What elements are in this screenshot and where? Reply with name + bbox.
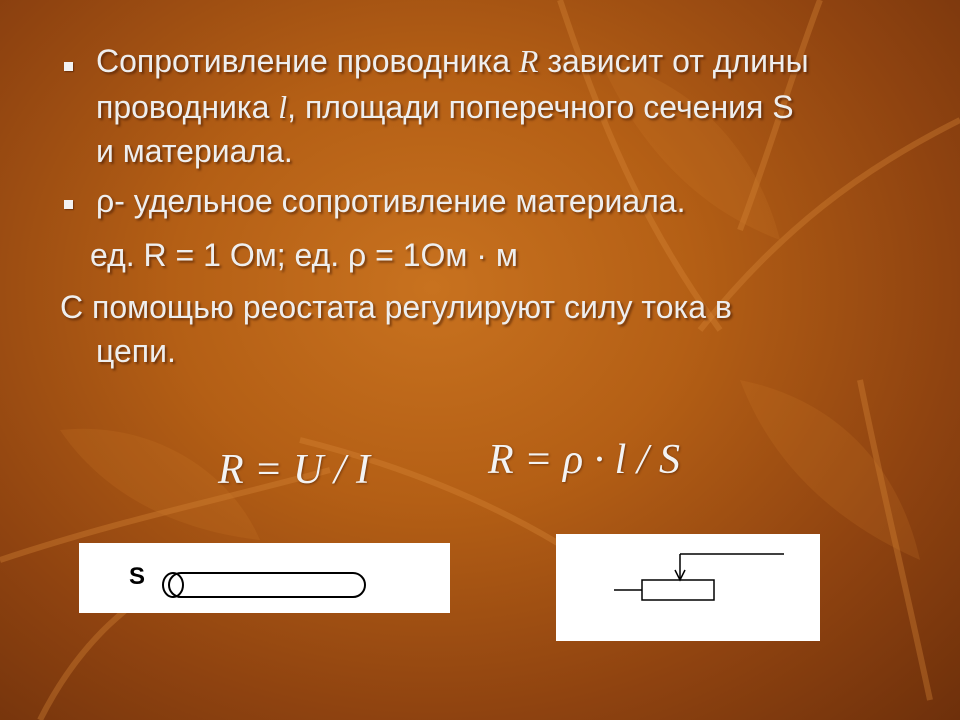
- text-segment: Сопротивление проводника: [96, 43, 519, 79]
- rheostat-symbol-figure: [556, 534, 820, 641]
- text-segment: проводника: [96, 89, 279, 125]
- text-segment: , площади поперечного сечения S: [287, 89, 794, 125]
- bullet-1-line-1: [96, 38, 809, 84]
- bullet-marker: [64, 62, 73, 71]
- text-segment: зависит от длины: [538, 43, 809, 79]
- rheostat-line-1: С помощью реостата регулируют силу тока в: [60, 289, 732, 325]
- variable-r: R: [518, 43, 539, 79]
- formula-ohm-law: R = U / I: [218, 447, 370, 493]
- rheostat-symbol: [556, 534, 820, 641]
- bullet-1-line-2: [96, 84, 794, 130]
- formula-resistivity: R = ρ · l / S: [488, 437, 680, 483]
- bullet-marker: [64, 200, 73, 209]
- conductor-figure: [79, 543, 450, 613]
- bullet-2-line-1: ρ- удельное сопротивление материала.: [96, 183, 686, 219]
- conductor-cylinder: [79, 543, 450, 613]
- units-line: ед. R = 1 Ом; ед. ρ = 1Ом · м: [90, 237, 518, 273]
- rheostat-line-2: цепи.: [96, 333, 176, 369]
- cross-section-label: S: [129, 563, 146, 590]
- variable-l: l: [278, 89, 288, 125]
- bullet-1-line-3: и материала.: [96, 133, 293, 169]
